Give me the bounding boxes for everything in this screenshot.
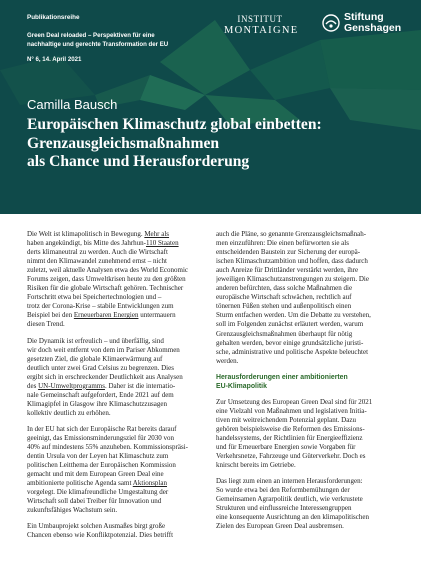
- text-line: [27, 479, 209, 488]
- text-line: [216, 257, 398, 266]
- text-line: [27, 488, 209, 497]
- text-line: [216, 320, 398, 329]
- text-line: [216, 461, 398, 470]
- text-line: [216, 495, 398, 504]
- body-column-left: [27, 230, 209, 541]
- text-line: [27, 506, 209, 515]
- text-run: Verkehrsnetze, Fahrzeuge und Güterverkehr. Doch es: [216, 452, 366, 461]
- text-run: Chancen ebenso wie Konfliktpotenzial. Dies betrifft: [27, 531, 174, 540]
- text-line: [216, 330, 398, 339]
- text-run: derts klimaneutral zu werden. Auch die Wirtschaft: [27, 248, 168, 257]
- text-run: deutlich unter zwei Grad Celsius zu begrenzen. Dies: [27, 363, 174, 372]
- text-run: anderen befürchten, dass solche Maßnahmen die: [216, 284, 353, 293]
- text-run: Beispiel bei den: [27, 311, 74, 320]
- text-line: [216, 348, 398, 357]
- text-line: [216, 230, 398, 239]
- text-line: [27, 425, 209, 434]
- series-subtitle: [27, 31, 197, 49]
- text-line: [27, 346, 209, 355]
- text-run: Fortschritt etwa bei Speichertechnologien und –: [27, 293, 162, 302]
- text-run: diesen Trend.: [27, 320, 65, 329]
- text-line: [216, 504, 398, 513]
- text-line: [27, 364, 209, 373]
- author-name: Camilla Bausch: [27, 97, 118, 112]
- publication-series-label: Publikationsreihe: [27, 14, 80, 21]
- document-title: [27, 116, 407, 172]
- text-run: auch Anreize für Drittländer verstärkt werden, ihre: [216, 266, 359, 275]
- text-run: sche, administrative und politische Aspekte beleuchtet: [216, 347, 369, 356]
- text-run: untermauern: [138, 311, 176, 320]
- text-line: [27, 470, 209, 479]
- stiftung-logo-icon: [322, 14, 340, 32]
- text-run: geeinigt, das Emissionsminderungsziel für 2030 von: [27, 433, 174, 442]
- section-heading-line: EU-Klimapolitik: [216, 382, 267, 390]
- text-line: [27, 373, 209, 382]
- text-run: gehalten werden, bevor einige grundsätzliche juristi-: [216, 338, 364, 347]
- text-run: kollektiv deutlich zu erhöhen.: [27, 408, 111, 417]
- text-line: [216, 357, 398, 366]
- text-line: [27, 461, 209, 470]
- text-line: [27, 382, 209, 391]
- text-run: werden.: [216, 356, 239, 365]
- text-line: [216, 407, 398, 416]
- text-line: [216, 239, 398, 248]
- text-run: eine Vielzahl von Maßnahmen und legislativen Initia-: [216, 406, 367, 415]
- inline-link[interactable]: Erneuerbaren Energien: [73, 311, 139, 320]
- text-run: jeweiligen Klimaschutzanstrengungen zu steigern. Die: [216, 275, 369, 284]
- text-run: 40% auf mindestens 55% anzuheben. Kommissionspräsi-: [27, 443, 188, 452]
- text-run: gesetzten Ziel, die globale Klimaerwärmung auf: [27, 354, 163, 363]
- text-line: [216, 284, 398, 293]
- text-line: [27, 230, 209, 239]
- text-line: [27, 434, 209, 443]
- text-run: des: [27, 381, 39, 390]
- text-line: [216, 425, 398, 434]
- text-run: politischen Leitthema der Europäischen Kommission: [27, 461, 176, 470]
- series-subtitle-line: Green Deal reloaded – Perspektiven für eine: [27, 32, 155, 39]
- title-line: als Chance und Herausforderung: [27, 153, 250, 170]
- text-run: In der EU hat sich der Europäische Rat bereits darauf: [27, 424, 177, 433]
- text-line: [27, 409, 209, 418]
- text-run: handelssystems, der Richtlinien für Energieeffizienz: [216, 433, 363, 442]
- text-run: gehören beispielsweise die Reformen des Emissions-: [216, 424, 365, 433]
- title-line: Grenzausgleichsmaßnahmen: [27, 134, 220, 152]
- logo-text-line: Stiftung: [344, 11, 384, 23]
- text-run: Ein Umbauprojekt solchen Ausmaßes birgt große: [27, 522, 166, 531]
- text-line: [27, 400, 209, 409]
- text-run: Sturm entfachen werden. Um die Debatte zu verstehen,: [216, 311, 371, 320]
- cover-header: [0, 0, 421, 214]
- text-run: haben angekündigt, bis Mitte des Jahrhun-: [27, 239, 146, 248]
- paragraph-gap: [27, 418, 209, 425]
- text-run: dentin Ursula von der Leyen hat Klimaschutz zum: [27, 452, 169, 461]
- text-run: Zielen des European Green Deal ausbremsen.: [216, 522, 344, 531]
- text-line: [27, 248, 209, 257]
- text-line: [27, 275, 209, 284]
- text-run: Gemeinsamen Agrarpolitik deutlich, wie verkrustete: [216, 495, 363, 504]
- paragraph-gap: [216, 391, 398, 398]
- inline-link[interactable]: Aktionsplan: [132, 479, 167, 488]
- text-line: [27, 302, 209, 311]
- text-run: ischen Klimaschutzambition und hoffen, dass dadurch: [216, 257, 368, 266]
- inline-link[interactable]: Mehr als: [144, 230, 170, 238]
- text-run: nale Gemeinschaft aufgefordert, Ende 2021 auf dem: [27, 390, 174, 399]
- text-run: auch die Pläne, so genannte Grenzausgleichsmaßnah-: [216, 230, 367, 238]
- inline-link[interactable]: 110 Staaten: [145, 239, 179, 248]
- logo-text-line: INSTITUT: [237, 14, 283, 24]
- paragraph-gap: [27, 330, 209, 337]
- issue-number-date: N° 6, 14. April 2021: [27, 56, 82, 63]
- text-line: [216, 522, 398, 531]
- text-run: trotz der Corona-Krise – stabile Entwicklungen zum: [27, 302, 174, 311]
- text-line: [27, 497, 209, 506]
- text-run: nimmt den Klimawandel zunehmend ernst – nicht: [27, 257, 167, 266]
- text-line: [216, 416, 398, 425]
- series-subtitle-line: nachhaltige und gerechte Transformation der EU: [27, 41, 169, 48]
- text-run: ambitionierte politische Agenda samt: [27, 479, 133, 488]
- text-run: So wurde etwa bei den Reformbemühungen der: [216, 486, 350, 495]
- text-line: [216, 486, 398, 495]
- section-heading-line: Herausforderungen einer ambitionierten: [216, 373, 348, 381]
- text-line: [216, 275, 398, 284]
- text-run: gemacht und mit dem European Green Deal eine: [27, 470, 164, 479]
- text-line: [216, 339, 398, 348]
- text-line: [27, 531, 209, 540]
- text-line: [27, 452, 209, 461]
- text-line: [216, 477, 398, 486]
- text-line: [27, 391, 209, 400]
- text-line: [216, 443, 398, 452]
- text-run: europäische Wirtschaft schwächen, rechtlich auf: [216, 293, 352, 302]
- text-line: [216, 302, 398, 311]
- text-line: [27, 311, 209, 320]
- text-line: [216, 513, 398, 522]
- text-run: Risiken für die globale Wirtschaft gehören. Technischer: [27, 284, 184, 293]
- text-line: [27, 266, 209, 275]
- inline-link[interactable]: UN-Umweltprogramms: [38, 381, 105, 390]
- stiftung-genshagen-logo: [322, 12, 401, 34]
- paragraph-gap: [216, 366, 398, 373]
- text-run: eine konsequente Ausrichtung an den klimapolitischen: [216, 513, 369, 522]
- logo-text-line: Genshagen: [344, 22, 402, 34]
- text-line: [216, 293, 398, 302]
- body-column-right: [216, 230, 398, 531]
- text-run: Zur Umsetzung des European Green Deal sind für 2021: [216, 397, 373, 406]
- logo-text-line: MONTAIGNE: [224, 25, 299, 36]
- text-run: . Daher ist die internatio-: [104, 381, 176, 390]
- text-run: zukunftsfähiges Wachstum sein.: [27, 506, 118, 515]
- text-line: [27, 355, 209, 364]
- text-run: Grenzausgleichsmaßnahmen überhaupt für nötig: [216, 329, 353, 338]
- text-line: [27, 337, 209, 346]
- text-run: ergibt sich in erschreckender Deutlichkeit aus Analysen: [27, 372, 183, 381]
- text-run: knirscht bereits im Getriebe.: [216, 461, 296, 470]
- text-run: Die Welt ist klimapolitisch in Bewegung.: [27, 230, 145, 238]
- text-line: [216, 311, 398, 320]
- text-run: zuletzt, weil aktuelle Analysen etwa des World Economic: [27, 266, 189, 275]
- text-run: Die Dynamik ist erfreulich – und überfällig, sind: [27, 336, 164, 345]
- title-line: Europäischen Klimaschutz global einbetten:: [27, 116, 322, 133]
- text-line: [27, 320, 209, 329]
- text-run: Strukturen und einflussreiche Interessengruppen: [216, 504, 352, 513]
- text-run: Klimagipfel in Glasgow ihre Klimaschutzzusagen: [27, 399, 167, 408]
- text-run: Wirtschaft soll dabei Treiber für Innovation und: [27, 497, 162, 506]
- paragraph-gap: [216, 470, 398, 477]
- text-line: [216, 266, 398, 275]
- text-run: tiven mit weitreichendem Potenzial geplant. Dazu: [216, 415, 356, 424]
- text-line: [27, 522, 209, 531]
- text-line: [27, 257, 209, 266]
- text-line: [216, 452, 398, 461]
- text-line: [27, 443, 209, 452]
- institut-montaigne-logo: [224, 14, 299, 36]
- text-run: wir doch weit entfernt von dem im Pariser Abkommen: [27, 345, 180, 354]
- text-run: entscheidenden Baustein zur Sicherung der europä-: [216, 248, 361, 257]
- text-line: [216, 434, 398, 443]
- text-line: [27, 239, 209, 248]
- paragraph-gap: [27, 515, 209, 522]
- text-run: und für Erneuerbare Energien sowie Vorgaben für: [216, 443, 356, 452]
- text-line: [27, 284, 209, 293]
- text-run: tönernen Füßen stehen und außenpolitisch einen: [216, 302, 352, 311]
- text-line: [216, 248, 398, 257]
- text-run: Das liegt zum einen an internen Herausforderungen:: [216, 477, 363, 486]
- text-run: soll im Folgenden zunächst erläutert werden, warum: [216, 320, 364, 329]
- text-run: vorgelegt. Die klimafreundliche Umgestaltung der: [27, 488, 169, 497]
- text-run: men einzuführen: Die einen befürworten sie als: [216, 239, 349, 248]
- text-run: Forums zeigen, dass Umweltkrisen heute zu den größten: [27, 275, 186, 284]
- text-line: [216, 398, 398, 407]
- text-line: [27, 293, 209, 302]
